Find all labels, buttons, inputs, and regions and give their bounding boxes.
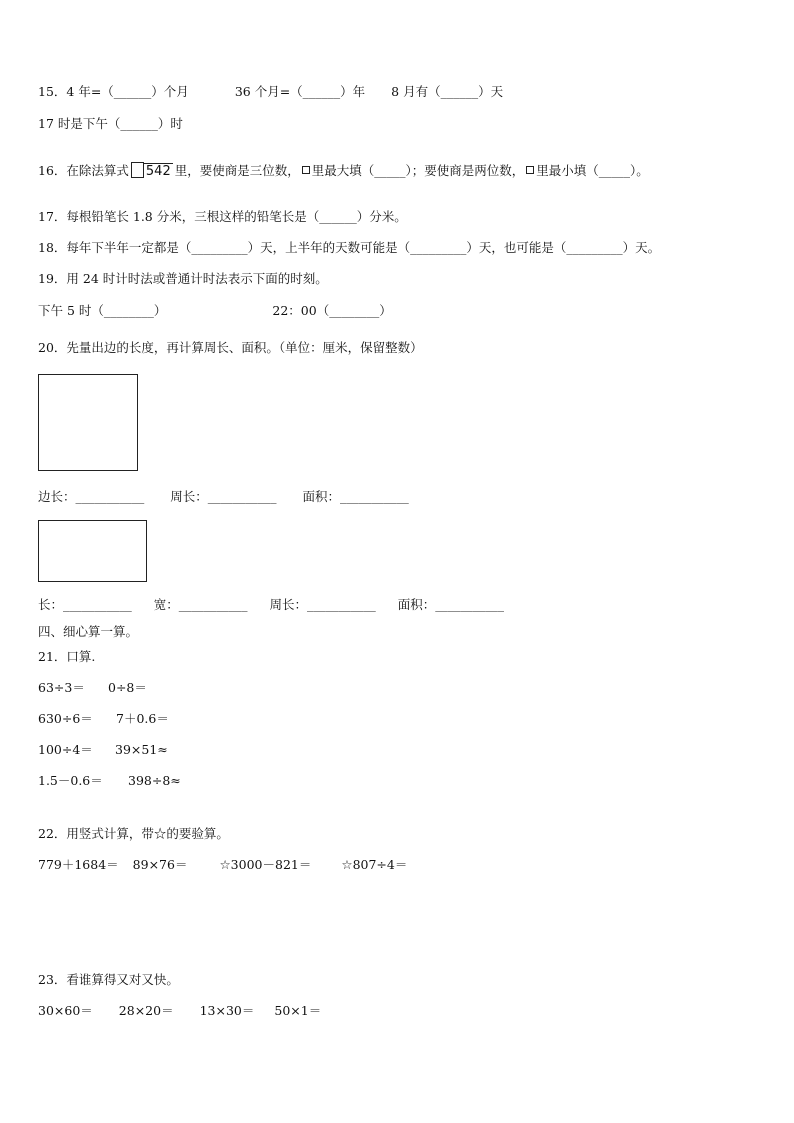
q15-part-b: 36 个月=（______）年	[234, 84, 366, 99]
q22-items	[38, 857, 407, 873]
q21-row	[38, 711, 169, 727]
q16-dividend: 542	[145, 164, 171, 179]
q23-item: 28×20＝	[118, 1003, 174, 1018]
q21-item: 630÷6＝	[38, 711, 93, 726]
q23-item: 13×30＝	[199, 1003, 255, 1018]
square-measure-labels	[38, 489, 409, 505]
q21-item: 63÷3＝	[38, 680, 85, 695]
square-perimeter-label: 周长：___________	[170, 489, 277, 504]
q17-line: 17．每根铅笔长 1.8 分米，三根这样的铅笔长是（______）分米。	[38, 209, 407, 224]
q15-line2	[38, 116, 183, 132]
q22-title: 22．用竖式计算，带☆的要验算。	[38, 826, 229, 841]
q22-item: ☆807÷4＝	[341, 857, 408, 872]
q22-item: 89×76＝	[132, 857, 188, 872]
q16-line	[38, 162, 649, 180]
small-square-icon	[302, 166, 310, 174]
q21-item: 39×51≈	[115, 742, 168, 757]
q21-row	[38, 773, 181, 789]
square-side-label: 边长：___________	[38, 489, 145, 504]
rect-area-label: 面积：___________	[397, 597, 505, 612]
q23-items	[38, 1003, 321, 1019]
q21-item: 1.5－0.6＝	[38, 773, 103, 788]
q21-title: 21．口算.	[38, 649, 96, 664]
square-area-label: 面积：___________	[302, 489, 409, 504]
q16-prefix: 16．在除法算式	[38, 163, 129, 178]
q21-row	[38, 742, 168, 758]
q21-item: 100÷4＝	[38, 742, 93, 757]
q21-item: 7＋0.6＝	[116, 711, 169, 726]
q18-line: 18．每年下半年一定都是（_________）天，上半年的天数可能是（_________）天，也可能是（_________）天。	[38, 240, 661, 255]
rect-perimeter-label: 周长：___________	[269, 597, 376, 612]
q23-item: 30×60＝	[38, 1003, 93, 1018]
rect-length-label: 长：___________	[38, 597, 132, 612]
q15-part-a: 15．4 年=（______）个月	[38, 84, 189, 99]
q16-suffix-c: 里最小填（_____）。	[536, 163, 649, 178]
q15-part-d: 17 时是下午（______）时	[38, 116, 183, 131]
q16-suffix-a: 里，要使商是三位数，	[174, 163, 300, 178]
q20-title: 20．先量出边的长度，再计算周长、面积。（单位：厘米，保留整数）	[38, 340, 423, 355]
small-square-icon	[526, 166, 534, 174]
q21-row	[38, 680, 147, 696]
q15-line1	[38, 84, 503, 100]
section-4-heading: 四、细心算一算。	[38, 624, 139, 639]
rect-width-label: 宽：___________	[153, 597, 248, 612]
blank-box-icon	[131, 162, 144, 178]
q19-part-b: 22：00（________）	[272, 303, 392, 318]
rect-measure-labels	[38, 597, 504, 613]
q21-item: 0÷8＝	[108, 680, 147, 695]
q22-item: 779＋1684＝	[38, 857, 119, 872]
q15-part-c: 8 月有（______）天	[391, 84, 504, 99]
q19-answers	[38, 303, 392, 319]
q19-title: 19．用 24 时计时法或普通计时法表示下面的时刻。	[38, 271, 328, 286]
q16-suffix-b: 里最大填（_____）；要使商是两位数，	[311, 163, 525, 178]
square-figure	[38, 374, 138, 471]
q23-title: 23．看谁算得又对又快。	[38, 972, 179, 987]
q23-item: 50×1＝	[274, 1003, 322, 1018]
q22-item: ☆3000－821＝	[219, 857, 312, 872]
q19-part-a: 下午 5 时（________）	[38, 303, 167, 318]
rectangle-figure	[38, 520, 147, 582]
q21-item: 398÷8≈	[128, 773, 181, 788]
